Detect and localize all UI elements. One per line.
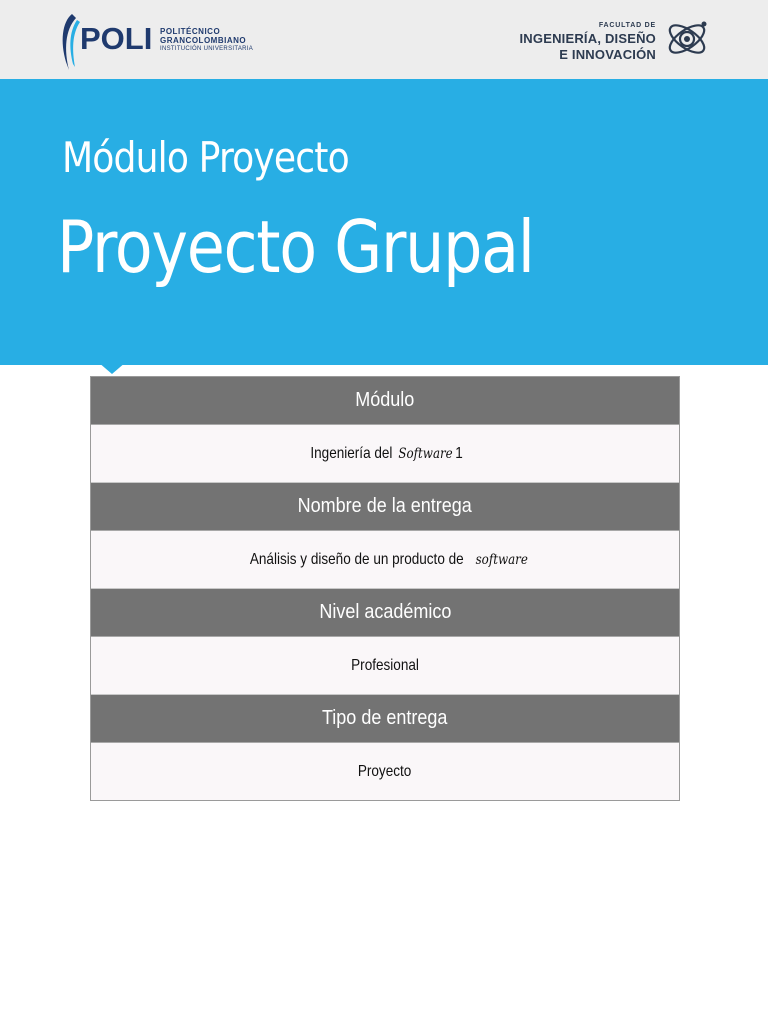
- value-text-plain: Ingeniería del: [310, 445, 393, 462]
- table-heading-row: [91, 589, 679, 637]
- page-subtitle: Módulo Proyecto: [62, 133, 349, 182]
- table-value-row: [91, 637, 679, 695]
- faculty-name: [519, 21, 656, 63]
- value-text: [348, 637, 422, 694]
- table-value-row: [91, 425, 679, 483]
- table-heading-row: [91, 695, 679, 743]
- value-text-plain: Proyecto: [358, 763, 412, 780]
- value-text: [307, 425, 463, 483]
- table-heading-row: [91, 483, 679, 531]
- atom-icon: [664, 15, 710, 63]
- value-text-plain: Profesional: [351, 657, 419, 674]
- value-text-italic: software: [475, 552, 528, 568]
- logo-line-2: GRANCOLOMBIANO: [160, 36, 247, 45]
- heading-text: Tipo de entrega: [322, 707, 448, 729]
- heading-text: Nombre de la entrega: [297, 495, 473, 517]
- value-text-italic: Software: [398, 446, 453, 462]
- page-title: Proyecto Grupal: [57, 205, 534, 289]
- table-heading-row: [91, 377, 679, 425]
- header-bar: [0, 0, 768, 79]
- table-value-row: [91, 531, 679, 589]
- banner-notch: [98, 362, 126, 374]
- logo-line-1: POLITÉCNICO: [160, 27, 221, 36]
- value-text-plain: Análisis y diseño de un producto de: [249, 551, 464, 568]
- poli-logo-icon: [58, 12, 80, 72]
- heading-text: Módulo: [355, 389, 415, 411]
- faculty-line-1: INGENIERÍA, DISEÑO: [519, 31, 656, 46]
- faculty-prefix: FACULTAD DE: [598, 22, 656, 29]
- logo-wordmark: POLI: [80, 21, 153, 56]
- logo-institution-name: [160, 27, 253, 54]
- value-text: [356, 743, 414, 800]
- value-text: [240, 531, 529, 589]
- table-value-row: [91, 743, 679, 800]
- info-table: [90, 376, 680, 801]
- heading-text: Nivel académico: [318, 601, 452, 623]
- value-text-suffix: 1: [455, 445, 463, 462]
- faculty-line-2: E INNOVACIÓN: [559, 47, 656, 62]
- logo-line-3: INSTITUCIÓN UNIVERSITARIA: [160, 46, 254, 52]
